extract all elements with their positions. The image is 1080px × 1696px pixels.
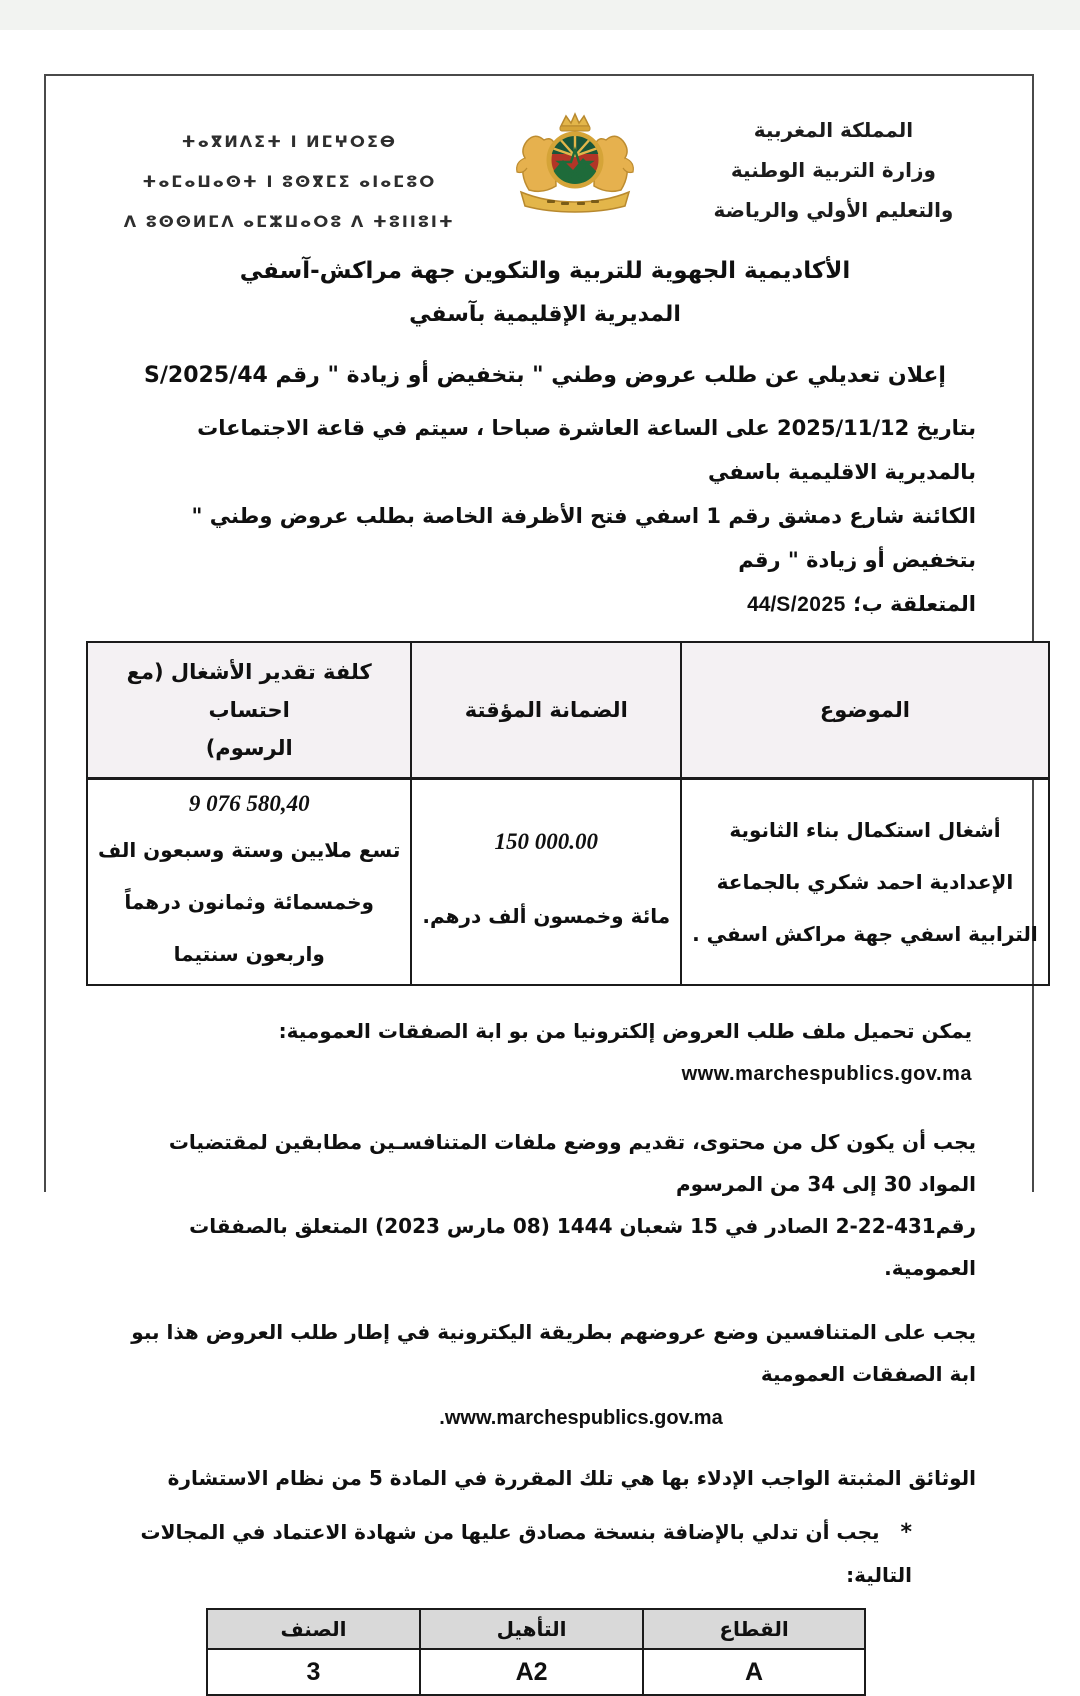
decree-note: [126, 1121, 976, 1289]
coat-of-arms-icon: [494, 110, 655, 218]
documents-note: الوثائق المثبتة الواجب الإدلاء بها هي تلك المقررة في المادة 5 من نظام الاستشارة: [167, 1466, 976, 1490]
body-tail-text: المتعلقة ب؛: [853, 592, 976, 616]
ministry-line-2: والتعليم الأولي والرياضة: [713, 198, 954, 222]
guarantee-words: مائة وخمسون ألف درهم.: [422, 904, 671, 928]
electronic-note-text: يجب على المتنافسين وضع عروضهم بطريقة اليكترونية في إطار طلب العروض هذا ببو ابة الصفقات العمومية: [131, 1320, 976, 1386]
value-qualification: A2: [420, 1649, 643, 1695]
value-sector: A: [643, 1649, 865, 1695]
download-note: [86, 1010, 972, 1095]
accreditation-note: [86, 1511, 912, 1596]
ministry-block: [673, 110, 994, 230]
cost-amount: 9 076 580,40: [188, 791, 310, 816]
cost-words-2: وخمسمائة وثمانون درهماً: [124, 890, 374, 914]
announcement-title: إعلان تعديلي عن طلب عروض وطني " بتخفيض أو زيادة " رقم 44/S/2025: [144, 363, 946, 388]
header-qualification: التأهيل: [420, 1609, 643, 1649]
tender-table-row: [87, 779, 1049, 986]
accreditation-value-row: [207, 1649, 865, 1695]
scan-top-strip: [0, 0, 1080, 30]
directorate-name: المديرية الإقليمية بآسفي: [409, 302, 681, 327]
header-subject: الموضوع: [681, 642, 1049, 779]
header-cost-line1: كلفة تقدير الأشغال (مع احتساب: [126, 660, 372, 722]
cost-words-3: واربعون سنتيما: [173, 942, 325, 966]
body-line-2: الكائنة شارع دمشق رقم 1 اسفي فتح الأظرفة الخاصة بطلب عروض وطني " بتخفيض أو زيادة " رقم: [191, 504, 976, 572]
download-note-text: يمكن تحميل ملف طلب العروض إلكترونيا من بو ابة الصفقات العمومية:: [278, 1019, 972, 1043]
letterhead: [102, 110, 994, 242]
cell-cost: [87, 779, 411, 986]
header-cost: [87, 642, 411, 779]
decree-line-1: يجب أن يكون كل من محتوى، تقديم ووضع ملفات المتنافسـين مطابقين لمقتضيات المواد 30 إلى 34 من المرسوم: [168, 1130, 976, 1196]
kingdom-line: المملكة المغربية: [753, 118, 914, 142]
value-class: 3: [207, 1649, 420, 1695]
tifinagh-line-kingdom: ⵜⴰⴳⵍⴷⵉⵜ ⵏ ⵍⵎⵖⵔⵉⴱ: [181, 132, 397, 151]
announcement-body: [116, 406, 976, 627]
subject-line-1: أشغال استكمال بناء الثانوية: [729, 818, 1001, 842]
header-cost-line2: الرسوم): [205, 736, 293, 760]
academy-name: الأكاديمية الجهوية للتربية والتكوين جهة مراكش-آسفي: [239, 258, 851, 284]
header-sector: القطاع: [643, 1609, 865, 1649]
tender-table-header-row: [87, 642, 1049, 779]
ministry-line: وزارة التربية الوطنية: [730, 158, 936, 182]
subject-line-3: الترابية اسفي جهة مراكش اسفي .: [692, 922, 1038, 946]
body-line-3: [116, 582, 976, 627]
document-page: [44, 74, 1038, 1686]
electronic-note: [126, 1311, 976, 1441]
accreditation-note-text: يجب أن تدلي بالإضافة بنسخة مصادق عليها من شهادة الاعتماد في المجالات التالية:: [140, 1520, 912, 1587]
tender-table: [86, 641, 1050, 986]
tifinagh-block: [102, 110, 477, 242]
tifinagh-line-sports: ⴷ ⵓⵙⵙⵍⵎⴷ ⴰⵎⵣⵡⴰⵔⵓ ⴷ ⵜⵓⵏⵏⵓⵏⵜ: [123, 212, 455, 231]
marchespublics-url: www.marchespublics.gov.ma: [681, 1063, 972, 1085]
cell-subject: [681, 779, 1049, 986]
cost-words-1: تسع ملايين وستة وسبعون الف: [98, 838, 401, 862]
marchespublics-url-2: .www.marchespublics.gov.ma: [439, 1407, 723, 1429]
header-guarantee: الضمانة المؤقتة: [411, 642, 681, 779]
tifinagh-line-ministry: ⵜⴰⵎⴰⵡⴰⵙⵜ ⵏ ⵓⵙⴳⵎⵉ ⴰⵏⴰⵎⵓⵔ: [142, 172, 437, 191]
decree-line-2: رقم431-22-2 الصادر في 15 شعبان 1444 (08 مارس 2023) المتعلق بالصفقات العمومية.: [189, 1214, 976, 1280]
cell-guarantee: [411, 779, 681, 986]
asterisk-marker: *: [900, 1520, 912, 1545]
accreditation-header-row: [207, 1609, 865, 1649]
guarantee-amount: 150 000.00: [494, 829, 598, 854]
header-class: الصنف: [207, 1609, 420, 1649]
accreditation-table: [206, 1608, 866, 1696]
subject-line-2: الإعدادية احمد شكري بالجماعة: [716, 870, 1014, 894]
tender-number: 44/S/2025: [747, 593, 846, 616]
body-line-1: بتاريخ 2025/11/12 على الساعة العاشرة صباحا ، سيتم في قاعة الاجتماعات بالمديرية الاقليمية باسفي: [197, 416, 976, 484]
